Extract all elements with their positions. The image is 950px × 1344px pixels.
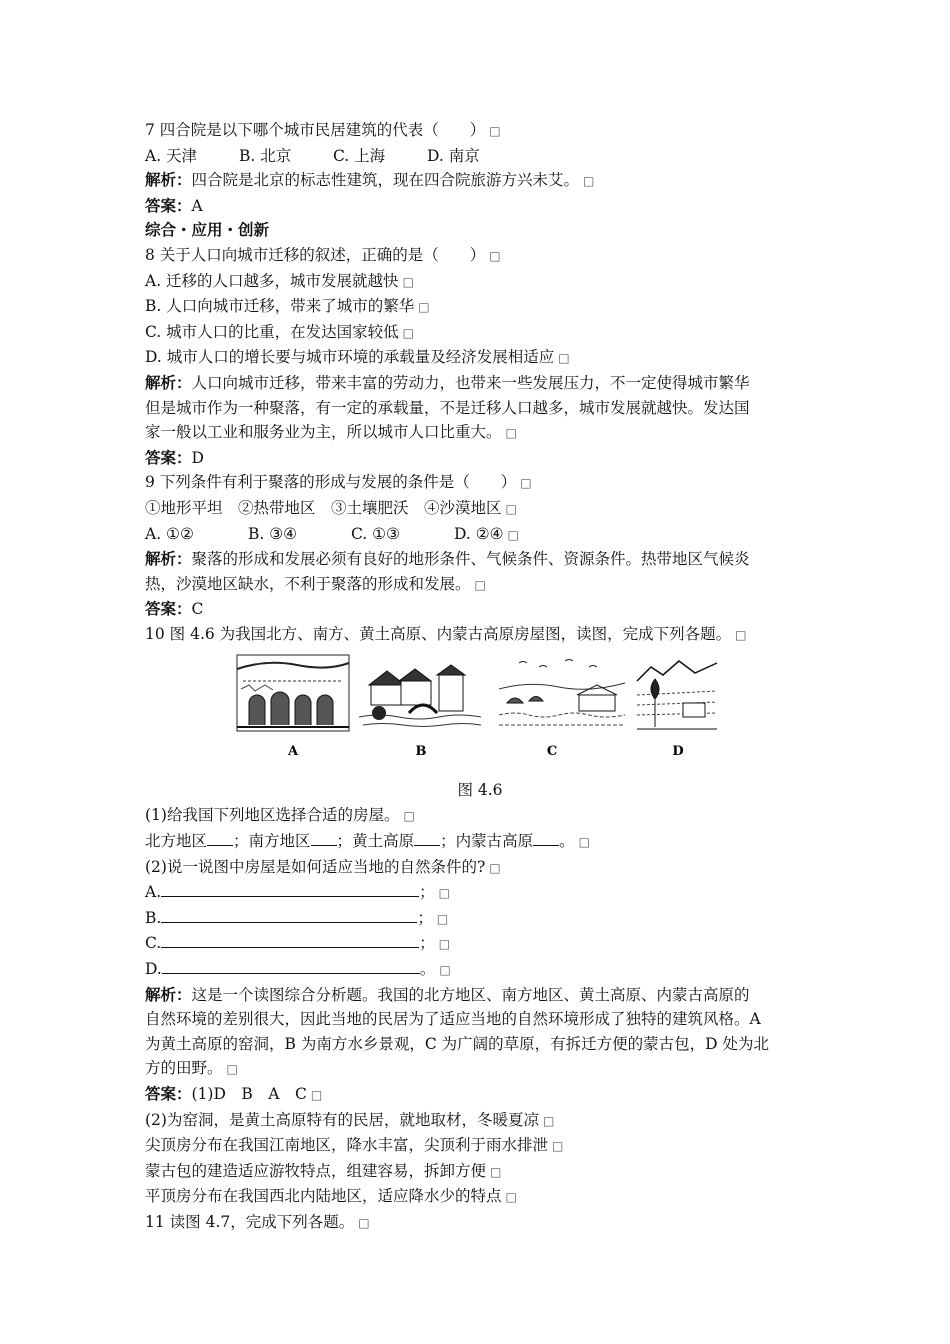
q11-stem: 11 读图 4.7，完成下列各题。 □ xyxy=(145,1212,370,1231)
q9-option-b: B. ③④ xyxy=(248,524,298,543)
figure-caption: 图 4.6 xyxy=(457,781,503,800)
house-image-d xyxy=(637,655,717,731)
house-image-c xyxy=(499,655,625,731)
q8-option-a: A. 迁移的人口越多，城市发展就越快 □ xyxy=(145,271,414,290)
house-image-b xyxy=(359,655,481,731)
q10-analysis-3: 为黄土高原的窑洞，B 为南方水乡景观，C 为广阔的草原，有拆迁方便的蒙古包，D 处为北 xyxy=(145,1034,769,1053)
section-title: 综合・应用・创新 xyxy=(145,221,270,240)
q10-analysis-1: 解析：这是一个读图综合分析题。我国的北方地区、南方地区、黄土高原、内蒙古高原的 xyxy=(145,985,750,1004)
q10-sub2: (2)说一说图中房屋是如何适应当地的自然条件的? □ xyxy=(145,857,501,876)
figure-label-d: D xyxy=(672,744,684,760)
q7-option-a: A. 天津 xyxy=(145,146,198,165)
q10-sub2-blank-b: B. ； □ xyxy=(145,908,449,927)
q8-answer: 答案：D xyxy=(145,448,204,467)
q7-stem: 7 四合院是以下哪个城市民居建筑的代表（ ） □ xyxy=(145,121,501,139)
q9-analysis-2: 热，沙漠地区缺水，不利于聚落的形成和发展。 □ xyxy=(145,574,486,593)
q7-analysis: 解析：四合院是北京的标志性建筑，现在四合院旅游方兴未艾。 □ xyxy=(145,171,595,190)
house-illustrations xyxy=(145,651,815,775)
q10-sub2-blank-d: D. 。 □ xyxy=(145,960,451,979)
q10-answer-4: 蒙古包的建造适应游牧特点，组建容易，拆卸方便 □ xyxy=(145,1161,502,1180)
q10-analysis-2: 自然环境的差别很大，因此当地的民居为了适应当地的自然环境形成了独特的建筑风格。A xyxy=(145,1010,761,1029)
q8-option-d: D. 城市人口的增长要与城市环境的承载量及经济发展相适应 □ xyxy=(145,348,570,367)
q8-option-c: C. 城市人口的比重，在发达国家较低 □ xyxy=(145,322,415,341)
q9-options xyxy=(145,522,815,548)
document-body xyxy=(145,118,815,1236)
q10-answer-1: 答案：(1)D B A C □ xyxy=(145,1085,323,1103)
q9-option-c: C. ①③ xyxy=(351,524,400,543)
q8-analysis-3: 家一般以工业和服务业为主，所以城市人口比重大。 □ xyxy=(145,423,517,442)
q8-analysis-1: 解析：人口向城市迁移，带来丰富的劳动力，也带来一些发展压力，不一定使得城市繁华 xyxy=(145,373,750,392)
q7-answer: 答案：A xyxy=(145,196,203,215)
q9-analysis-1: 解析：聚落的形成和发展必须有良好的地形条件、气候条件、资源条件。热带地区气候炎 xyxy=(145,550,750,569)
q10-sub2-blank-a: A. ； □ xyxy=(145,883,450,902)
q7-options xyxy=(145,144,815,169)
q8-option-b: B. 人口向城市迁移，带来了城市的繁华 □ xyxy=(145,297,430,316)
q10-sub2-blank-c: C. ； □ xyxy=(145,934,451,953)
q10-sub1: (1)给我国下列地区选择合适的房屋。 □ xyxy=(145,806,415,825)
q9-answer: 答案：C xyxy=(145,600,204,619)
figure-label-c: C xyxy=(546,744,558,760)
figure-4-6 xyxy=(145,651,815,775)
q9-conditions: ①地形平坦 ②热带地区 ③土壤肥沃 ④沙漠地区 □ xyxy=(145,498,517,517)
q10-answer-3: 尖顶房分布在我国江南地区，降水丰富，尖顶利于雨水排泄 □ xyxy=(145,1136,564,1155)
q7-option-d: D. 南京 xyxy=(427,146,480,165)
q10-sub1-blanks: 北方地区 ；南方地区 ；黄土高原 ；内蒙古高原 。 □ xyxy=(145,832,590,851)
q7-option-c: C. 上海 xyxy=(333,146,386,165)
q10-stem: 10 图 4.6 为我国北方、南方、黄土高原、内蒙古高原房屋图，读图，完成下列各题。 □ xyxy=(145,624,747,643)
q8-stem: 8 关于人口向城市迁移的叙述，正确的是（ ） □ xyxy=(145,245,501,264)
figure-label-a: A xyxy=(287,744,299,760)
q10-analysis-4: 方的田野。 □ xyxy=(145,1059,238,1078)
q8-analysis-2: 但是城市作为一种聚落，有一定的承载量，不是迁移人口越多，城市发展就越快。发达国 xyxy=(145,398,750,417)
q10-answer-2: (2)为窑洞，是黄土高原特有的民居，就地取材，冬暖夏凉 □ xyxy=(145,1110,555,1129)
q7-option-b: B. 北京 xyxy=(239,146,292,165)
q10-answer-5: 平顶房分布在我国西北内陆地区，适应降水少的特点 □ xyxy=(145,1187,517,1206)
q9-option-d: D. ②④ □ xyxy=(454,524,519,543)
house-image-a xyxy=(237,655,349,731)
figure-label-b: B xyxy=(415,744,427,760)
q9-stem: 9 下列条件有利于聚落的形成与发展的条件是（ ） □ xyxy=(145,473,532,492)
q9-option-a: A. ①② xyxy=(145,524,194,543)
